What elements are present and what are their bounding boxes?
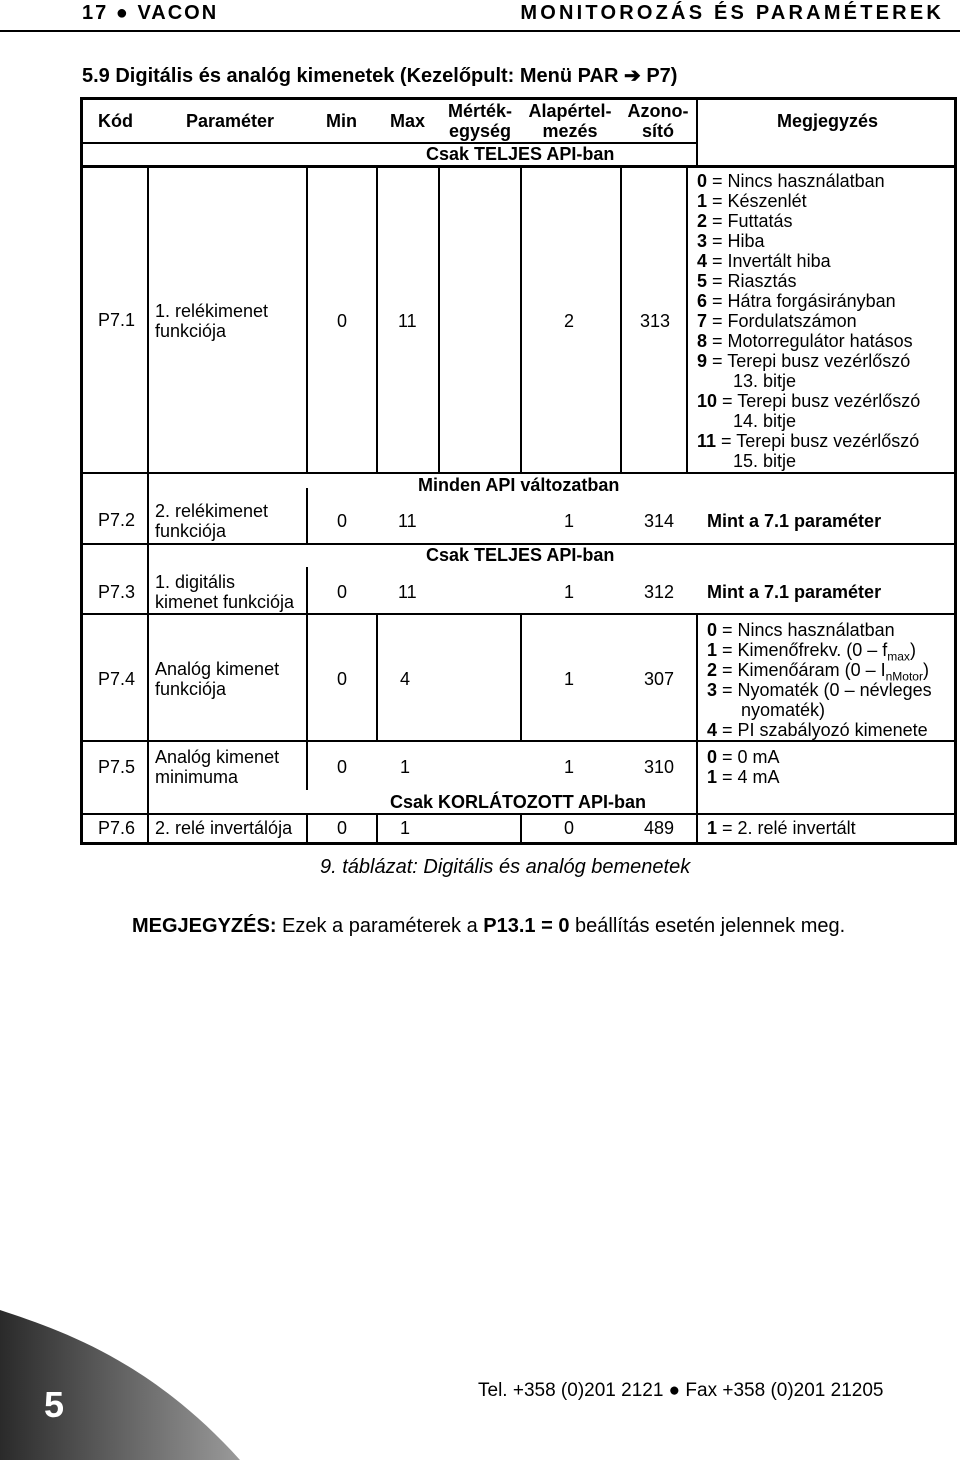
col-line-code	[147, 168, 149, 473]
note-text-2: beállítás esetén jelennek meg.	[569, 915, 846, 937]
note-line: 15. bitje	[733, 451, 797, 471]
row-min: 0	[337, 818, 348, 838]
row-notes	[707, 620, 932, 740]
row-min: 0	[337, 511, 348, 531]
header-param: Paraméter	[186, 111, 275, 131]
section-title-suffix: P7)	[646, 65, 678, 87]
note-line: 9 = Terepi busz vezérlőszó	[697, 351, 911, 371]
note-line: nyomaték)	[741, 700, 826, 720]
col-line-param-2	[306, 488, 308, 543]
row-min: 0	[337, 311, 348, 331]
header-rule	[0, 30, 960, 32]
col-line-min-3	[376, 813, 378, 843]
col-line-min	[376, 168, 378, 473]
row-param: 2. relé invertálója	[155, 818, 293, 838]
col-line-param-5	[306, 813, 308, 843]
col-line-unit-3	[520, 813, 522, 843]
row-code: P7.5	[98, 757, 136, 777]
col-line-param-4	[306, 614, 308, 790]
banner-full-api-2: Csak TELJES API-ban	[426, 545, 615, 565]
col-line-default	[620, 168, 622, 473]
note-line: 4 = PI szabályozó kimenete	[707, 720, 928, 740]
note-line: 1 = Kimenőfrekv. $(0 - f_{max})$	[707, 640, 916, 664]
page-footer: Tel. +358 (0)201 2121 ● Fax +358 (0)201 21205	[478, 1380, 884, 1401]
header-unit-1: Mérték-	[447, 101, 513, 121]
row-note: 1 = 2. relé invertált	[707, 818, 856, 838]
row-param-2: minimuma	[155, 767, 239, 787]
note-param: P13.1 = 0	[483, 915, 570, 937]
row-notes	[697, 171, 920, 471]
row-id: 310	[644, 757, 675, 777]
row-id: 313	[640, 311, 671, 331]
row-code: P7.1	[98, 310, 136, 330]
chapter-tab-shape	[0, 1300, 240, 1460]
row-divider-4	[80, 740, 957, 742]
header-code: Kód	[98, 111, 133, 131]
row-param-1: 2. relékimenet	[155, 501, 269, 521]
note-line: 0 = Nincs használatban	[707, 620, 895, 640]
note-line: 6 = Hátra forgásirányban	[697, 291, 896, 311]
note-line: 2 = Kimenőáram $(0 - I_{nMotor})$	[707, 660, 929, 684]
note-line: 7 = Fordulatszámon	[697, 311, 857, 331]
header-notes-divider	[696, 97, 698, 168]
header-unit-2: egység	[448, 121, 512, 141]
row-divider-1	[80, 472, 686, 474]
row-default: 1	[564, 582, 575, 602]
banner-all-api: Minden API változatban	[418, 475, 620, 495]
section-title	[82, 63, 677, 88]
row-id: 312	[644, 582, 675, 602]
row-max: 1	[400, 818, 411, 838]
row-id: 307	[644, 669, 675, 689]
row-param-1: 1. relékimenet	[155, 301, 269, 321]
row-min: 0	[337, 669, 348, 689]
header-id-1: Azono-	[627, 101, 689, 121]
banner-limited-api: Csak KORLÁTOZOTT API-ban	[390, 792, 647, 812]
table-caption: 9. táblázat: Digitális és analóg bemenetek	[320, 856, 691, 878]
note-line: 2 = Futtatás	[697, 211, 793, 231]
header-rule-bottom	[80, 165, 957, 168]
header-min: Min	[326, 111, 357, 131]
table-border-right	[954, 97, 957, 845]
col-line-unit	[520, 168, 522, 473]
row-note: Mint a 7.1 paraméter	[707, 582, 882, 602]
row-divider-3	[80, 613, 957, 615]
row-default: 1	[564, 511, 575, 531]
row-max: 1	[400, 757, 411, 777]
col-line-param-3	[306, 567, 308, 614]
col-line-id-2	[696, 614, 698, 843]
row-param-2: funkciója	[155, 679, 227, 699]
note-line: 8 = Motorregulátor hatásos	[697, 331, 913, 351]
row-default: 1	[564, 669, 575, 689]
header-default-2: mezés	[542, 121, 598, 141]
row-id: 489	[644, 818, 675, 838]
row-param-2: funkciója	[155, 321, 227, 341]
row-param-1: 1. digitális	[155, 572, 236, 592]
table-border-top	[80, 97, 957, 100]
row-param-2: kimenet funkciója	[155, 592, 295, 612]
note-line: 3 = Hiba	[697, 231, 765, 251]
row-default: 2	[564, 311, 575, 331]
row-code: P7.6	[98, 818, 136, 838]
row-param-2: funkciója	[155, 521, 227, 541]
note-text-1: Ezek a paraméterek a	[276, 915, 484, 937]
note-line: 4 = Invertált hiba	[697, 251, 831, 271]
header-notes: Megjegyzés	[777, 111, 879, 131]
row-divider-1b	[686, 472, 957, 474]
note-line: 10 = Terepi busz vezérlőszó	[697, 391, 921, 411]
chapter-number: 5	[44, 1384, 65, 1425]
note-line: 0 = 0 mA	[707, 747, 780, 767]
banner-full-api-1: Csak TELJES API-ban	[426, 144, 615, 164]
note-label: MEGJEGYZÉS:	[132, 915, 277, 937]
col-line-unit-2	[520, 614, 522, 740]
col-line-max	[438, 168, 440, 473]
note-line: 1 = Készenlét	[697, 191, 807, 211]
row-min: 0	[337, 757, 348, 777]
parameter-table	[80, 97, 957, 845]
header-max: Max	[390, 111, 426, 131]
row-max: 11	[398, 511, 417, 531]
row-id: 314	[644, 511, 675, 531]
col-line-id	[686, 168, 688, 473]
row-divider-5	[80, 813, 957, 815]
col-line-code-3	[147, 813, 149, 843]
row-code: P7.3	[98, 582, 136, 602]
arrow-right-icon: ➔	[623, 65, 641, 87]
col-line-min-2	[376, 614, 378, 740]
col-line-code-2	[147, 473, 149, 813]
header-default-1: Alapértel-	[528, 101, 612, 121]
note-paragraph	[132, 915, 845, 938]
note-line: 14. bitje	[733, 411, 797, 431]
note-line: 5 = Riasztás	[697, 271, 797, 291]
col-line-param	[306, 168, 308, 473]
note-line: 3 = Nyomaték (0 – névleges	[707, 680, 932, 700]
row-param-1: Analóg kimenet	[155, 659, 280, 679]
page-header-right: MONITOROZÁS ÉS PARAMÉTEREK	[520, 2, 944, 24]
header-id-2: sító	[641, 121, 674, 141]
row-default: 0	[564, 818, 575, 838]
row-min: 0	[337, 582, 348, 602]
page-header-left: 17 ● VACON	[82, 2, 219, 24]
row-code: P7.4	[98, 669, 136, 689]
row-default: 1	[564, 757, 575, 777]
row-max: 11	[398, 311, 417, 331]
note-line: 1 = 4 mA	[707, 767, 780, 787]
note-line: 13. bitje	[733, 371, 797, 391]
table-border-bottom	[80, 842, 957, 845]
table-border-left	[80, 97, 83, 845]
note-line: 11 = Terepi busz vezérlőszó	[697, 431, 920, 451]
row-param-1: Analóg kimenet	[155, 747, 280, 767]
note-line: 0 = Nincs használatban	[697, 171, 885, 191]
row-max: 11	[398, 582, 417, 602]
row-max: 4	[400, 669, 411, 689]
row-notes	[707, 747, 780, 787]
row-code: P7.2	[98, 510, 136, 530]
section-title-prefix: 5.9 Digitális és analóg kimenetek (Kezelőpult: Menü PAR	[82, 65, 619, 87]
row-note: Mint a 7.1 paraméter	[707, 511, 882, 531]
